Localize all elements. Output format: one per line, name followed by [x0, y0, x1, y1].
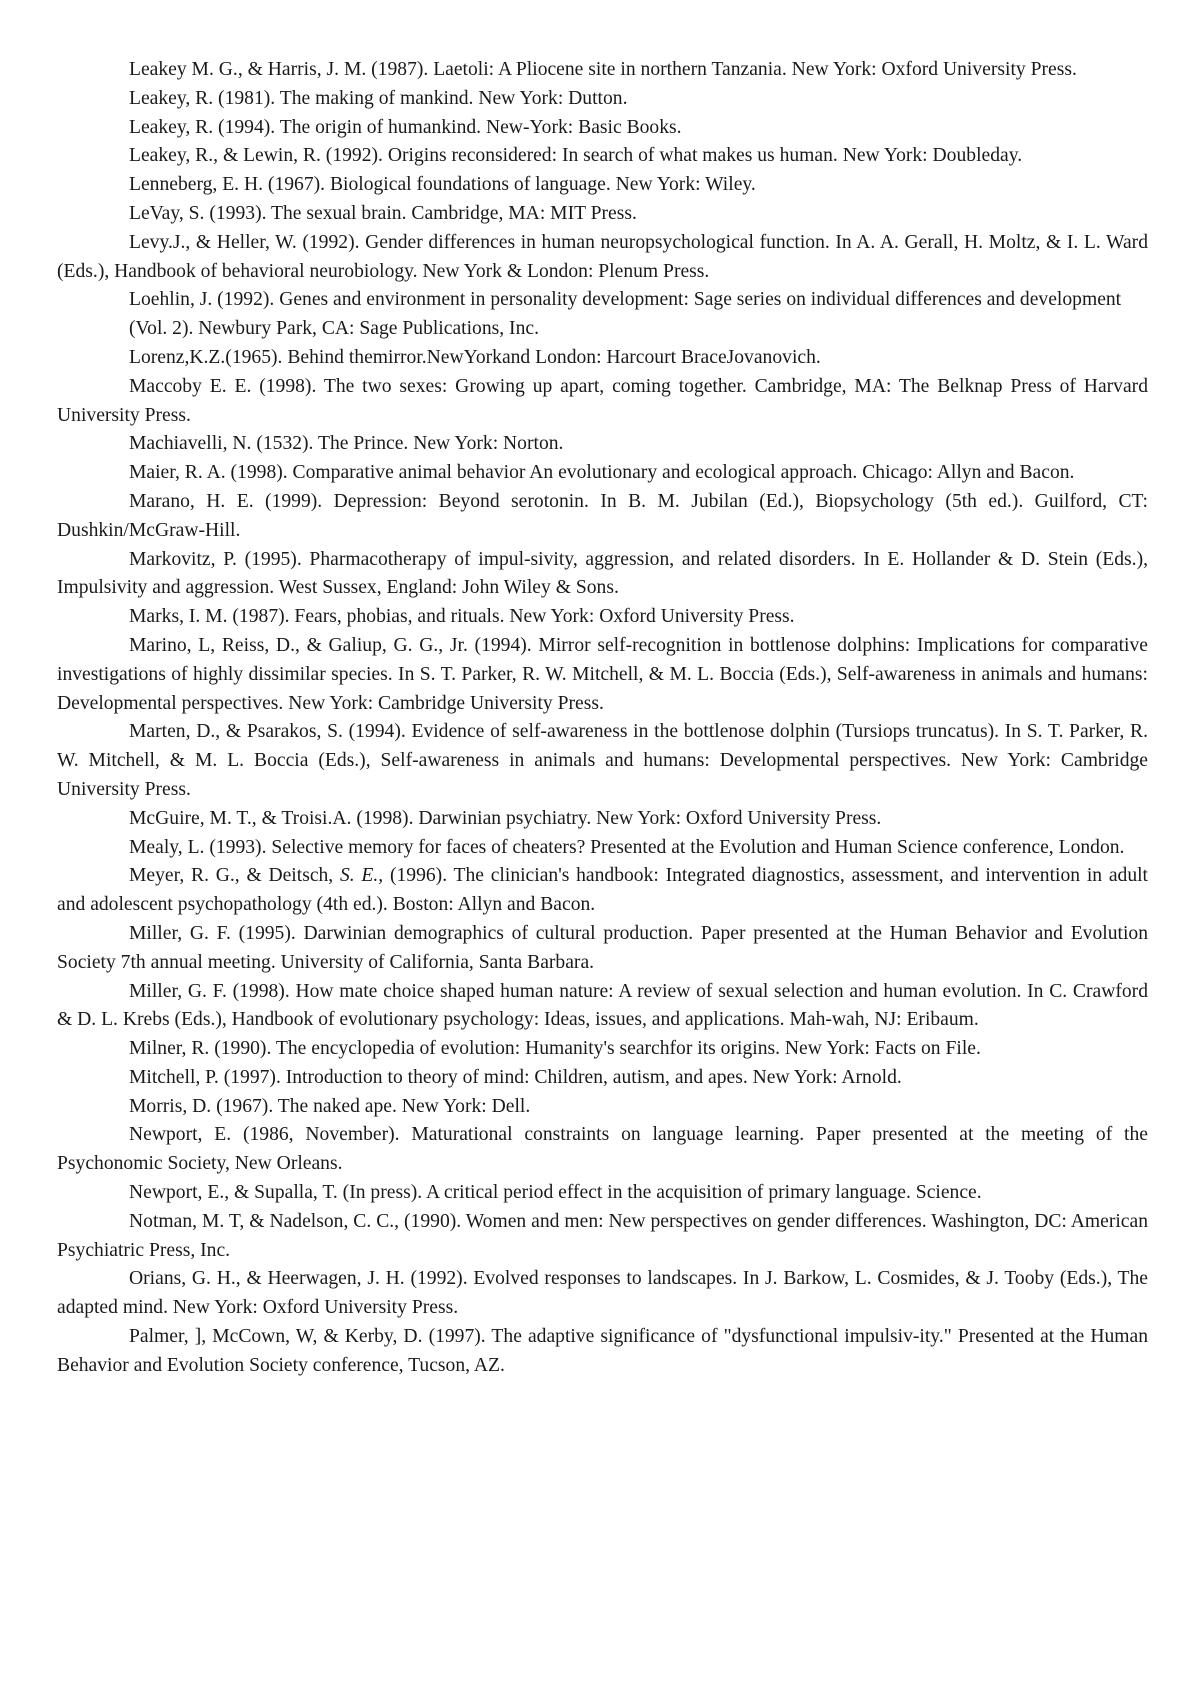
reference-entry: Miller, G. F. (1995). Darwinian demographics of cultural production. Paper presented at the Human Behavior and Evolution Society 7th annual meeting. University of California, Santa Barbara. [57, 922, 1148, 973]
reference-entry: Miller, G. F. (1998). How mate choice shaped human nature: A review of sexual selection and human evolution. In C. Crawford & D. L. Krebs (Eds.), Handbook of evolutionary psychology: Ideas, issues, and applications. Mah-wah, NJ: Eribaum. [57, 980, 1148, 1031]
reference-entry: Maier, R. A. (1998). Comparative animal behavior An evolutionary and ecological approach. Chicago: Allyn and Bacon. [129, 462, 1075, 484]
reference-entry: Marten, D., & Psarakos, S. (1994). Evidence of self-awareness in the bottlenose dolphin (Tursiops truncatus). In S. T. Parker, R. W. Mitchell, & M. L. Boccia (Eds.), Self-awareness in animals and humans: Developmental perspectives. New York: Cambridge University Press. [57, 721, 1148, 800]
reference-entry: Notman, M. T, & Nadelson, C. C., (1990). Women and men: New perspectives on gender differences. Washington, DC: American Psychiatric Press, Inc. [57, 1210, 1148, 1261]
reference-entry: Newport, E., & Supalla, T. (In press). A critical period effect in the acquisition of primary language. Science. [129, 1182, 982, 1204]
reference-entry: Leakey, R., & Lewin, R. (1992). Origins reconsidered: In search of what makes us human. New York: Doubleday. [129, 145, 1023, 167]
reference-entry: Mitchell, P. (1997). Introduction to theory of mind: Children, autism, and apes. New York: Arnold. [129, 1066, 902, 1088]
reference-text: Meyer, R. G., & Deitsch, [129, 865, 340, 887]
reference-entry: Maccoby E. E. (1998). The two sexes: Growing up apart, coming together. Cambridge, MA: The Belknap Press of Harvard University Press. [57, 375, 1148, 426]
reference-entry: McGuire, M. T., & Troisi.A. (1998). Darwinian psychiatry. New York: Oxford University Press. [129, 807, 882, 829]
reference-entry: Loehlin, J. (1992). Genes and environment in personality development: Sage series on individual differences and development (Vol. 2). Newbury Park, CA: Sage Publications, Inc. [129, 289, 1122, 340]
reference-entry: Morris, D. (1967). The naked ape. New York: Dell. [129, 1095, 531, 1117]
reference-entry: Leakey, R. (1981). The making of mankind. New York: Dutton. [129, 87, 628, 109]
reference-entry: Levy.J., & Heller, W. (1992). Gender differences in human neuropsychological function. In A. A. Gerall, H. Moltz, & I. L. Ward (Eds.), Handbook of behavioral neurobiology. New York & London: Plenum Press. [57, 231, 1148, 282]
reference-entry: Lenneberg, E. H. (1967). Biological foundations of language. New York: Wiley. [129, 174, 756, 196]
reference-entry: Newport, E. (1986, November). Maturational constraints on language learning. Paper presented at the meeting of the Psychonomic Society, New Orleans. [57, 1124, 1148, 1175]
reference-entry: Marano, H. E. (1999). Depression: Beyond serotonin. In B. M. Jubilan (Ed.), Biopsychology (5th ed.). Guilford, CT: Dushkin/McGraw-Hill. [57, 490, 1148, 541]
reference-entry [57, 862, 1148, 920]
reference-entry: Marks, I. M. (1987). Fears, phobias, and rituals. New York: Oxford University Press. [129, 606, 795, 628]
reference-entry: Palmer, ], McCown, W, & Kerby, D. (1997). The adaptive significance of "dysfunctional impulsiv-ity." Presented at the Human Behavior and Evolution Society conference, Tucson, AZ. [57, 1326, 1148, 1376]
reference-entry: Milner, R. (1990). The encyclopedia of evolution: Humanity's searchfor its origins. New York: Facts on File. [129, 1038, 981, 1060]
reference-entry: Orians, G. H., & Heerwagen, J. H. (1992). Evolved responses to landscapes. In J. Barkow, L. Cosmides, & J. Tooby (Eds.), The adapted mind. New York: Oxford University Press. [57, 1268, 1148, 1319]
reference-entry: Machiavelli, N. (1532). The Prince. New York: Norton. [129, 433, 564, 455]
reference-entry: Marino, L, Reiss, D., & Galiup, G. G., Jr. (1994). Mirror self-recognition in bottlenose dolphins: Implications for comparative investigations of highly dissimilar species. In S. T. Parker, R. W. Mitchell, & M. L. Boccia (Eds.), Self-awareness in animals and humans: Developmental perspectives. New York: Cambridge University Press. [57, 634, 1148, 714]
reference-list [57, 56, 1148, 1381]
reference-page [57, 56, 1148, 1381]
reference-entry: Leakey M. G., & Harris, J. M. (1987). Laetoli: A Pliocene site in northern Tanzania. New York: Oxford University Press. [129, 59, 1077, 80]
reference-entry: LeVay, S. (1993). The sexual brain. Cambridge, MA: MIT Press. [129, 202, 637, 224]
reference-entry: Leakey, R. (1994). The origin of humankind. New-York: Basic Books. [129, 116, 682, 138]
reference-italic-initials: S. E., [339, 865, 384, 887]
reference-entry: Lorenz,K.Z.(1965). Behind themirror.NewYorkand London: Harcourt BraceJovanovich. [129, 346, 821, 368]
reference-entry: Markovitz, P. (1995). Pharmacotherapy of impul-sivity, aggression, and related disorders. In E. Hollander & D. Stein (Eds.), Impulsivity and aggression. West Sussex, England: John Wiley & Sons. [57, 548, 1148, 599]
reference-text: (1996). The clinician's handbook: Integrated diagnostics, assessment, and intervention in adult and adolescent psychopathology (4th ed.). Boston: Allyn and Bacon. [57, 865, 1149, 916]
reference-entry: Mealy, L. (1993). Selective memory for faces of cheaters? Presented at the Evolution and Human Science conference, London. [129, 836, 1125, 858]
